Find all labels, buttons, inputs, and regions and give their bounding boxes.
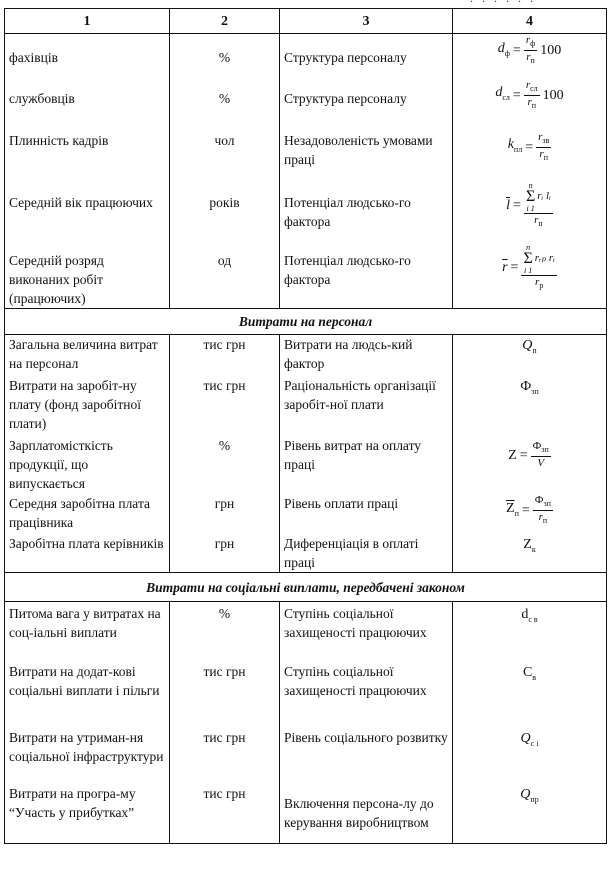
table-row xyxy=(5,79,607,125)
formula: $d_{сл}$ = $\frac{r_{сл}}{r_п}$ 100 xyxy=(495,78,564,110)
characteristic-cell: Потенціал людсько-го фактора xyxy=(280,181,453,243)
characteristic-cell: Рівень оплати праці xyxy=(280,494,453,534)
unit-cell: % xyxy=(170,436,280,494)
indicator-cell: Загальна величина витрат на персонал xyxy=(5,334,170,376)
characteristic-cell: Ступінь соціальної захищеності працюючих xyxy=(280,662,453,724)
table-row xyxy=(5,534,607,573)
section-row-social-payments xyxy=(5,573,607,602)
characteristic-cell: Ступінь соціальної захищеності працюючих xyxy=(280,602,453,662)
unit-cell: од xyxy=(170,243,280,309)
column-header-4: 4 xyxy=(453,9,607,34)
formula-cell xyxy=(453,34,607,79)
page-caption-fragment xyxy=(470,0,536,6)
formula: $Ф_{зп}$ xyxy=(520,379,539,396)
formula-cell xyxy=(453,181,607,243)
section-title: Витрати на персонал xyxy=(5,308,607,334)
section-row-personnel-costs xyxy=(5,308,607,334)
characteristic-cell: Структура персоналу xyxy=(280,79,453,125)
column-header-2: 2 xyxy=(170,9,280,34)
table-row xyxy=(5,376,607,436)
indicator-cell: Заробітна плата керівників xyxy=(5,534,170,573)
unit-cell: чол xyxy=(170,125,280,181)
indicator-cell: службовців xyxy=(5,79,170,125)
characteristic-cell: Незадоволеність умовами праці xyxy=(280,125,453,181)
table-row xyxy=(5,494,607,534)
unit-cell: тис грн xyxy=(170,376,280,436)
indicator-cell: Витрати на програ-му “Участь у прибутках” xyxy=(5,784,170,844)
formula: Z = $\frac{Ф_{зп}}{V}$ xyxy=(508,440,549,470)
formula: $\overline{Z}_п$ = $\frac{Ф_{зп}}{r_п}$ xyxy=(506,494,551,526)
unit-cell: тис грн xyxy=(170,334,280,376)
characteristic-cell: Рівень соціального розвитку xyxy=(280,724,453,784)
unit-cell: грн xyxy=(170,534,280,573)
formula-cell xyxy=(453,534,607,573)
unit-cell: тис грн xyxy=(170,724,280,784)
indicator-cell: Середній розряд виконаних робіт (працюючих) xyxy=(5,243,170,309)
column-header-1: 1 xyxy=(5,9,170,34)
unit-cell: тис грн xyxy=(170,784,280,844)
characteristic-cell: Рівень витрат на оплату праці xyxy=(280,436,453,494)
formula-cell xyxy=(453,436,607,494)
formula: $d_{с в}$ xyxy=(521,607,538,624)
indicator-cell: фахівців xyxy=(5,34,170,79)
section-title: Витрати на соціальні виплати, передбачені законом xyxy=(5,573,607,602)
formula-cell xyxy=(453,784,607,844)
characteristic-cell: Диференціація в оплаті праці xyxy=(280,534,453,573)
unit-cell: років xyxy=(170,181,280,243)
formula: $Z_к$ xyxy=(523,537,536,554)
table-row xyxy=(5,662,607,724)
formula: $\overline{r}$ = n Σ i 1 rᵣₚ rᵢ $r_р$ xyxy=(502,242,555,290)
indicator-cell: Питома вага у витратах на соц-іальні виплати xyxy=(5,602,170,662)
table-row xyxy=(5,243,607,309)
indicator-cell: Витрати на заробіт-ну плату (фонд заробітної плати) xyxy=(5,376,170,436)
formula: $d_ф$ = $\frac{r_ф}{r_п}$ 100 xyxy=(497,34,562,66)
characteristic-cell: Структура персоналу xyxy=(280,34,453,79)
table-row xyxy=(5,181,607,243)
characteristic-cell: Потенціал людсько-го фактора xyxy=(280,243,453,309)
table-row xyxy=(5,784,607,844)
formula: $k_{пл}$ = $\frac{r_{зв}}{r_п}$ xyxy=(507,130,550,162)
formula-cell xyxy=(453,243,607,309)
formula: $С_в$ xyxy=(522,664,537,682)
formula: $Q_{с і}$ xyxy=(520,730,539,748)
table-row xyxy=(5,724,607,784)
column-header-3: 3 xyxy=(280,9,453,34)
indicator-cell: Середня заробітна плата працівника xyxy=(5,494,170,534)
indicators-table xyxy=(4,8,607,844)
formula: $Q_{пр}$ xyxy=(520,786,539,804)
table-row xyxy=(5,436,607,494)
formula-cell xyxy=(453,724,607,784)
formula-cell xyxy=(453,79,607,125)
unit-cell: % xyxy=(170,34,280,79)
table-row xyxy=(5,125,607,181)
formula: $\overline{l}$ = n Σ i 1 rᵢ lᵢ $r_п$ xyxy=(506,180,551,228)
formula-cell xyxy=(453,602,607,662)
unit-cell: % xyxy=(170,79,280,125)
indicator-cell: Витрати на утриман-ня соціальної інфраструктури xyxy=(5,724,170,784)
unit-cell: % xyxy=(170,602,280,662)
characteristic-cell: Раціональність організації заробіт-ної плати xyxy=(280,376,453,436)
characteristic-cell: Включення персона-лу до керування виробництвом xyxy=(280,784,453,844)
unit-cell: тис грн xyxy=(170,662,280,724)
unit-cell: грн xyxy=(170,494,280,534)
formula: $Q_п$ xyxy=(522,337,537,355)
formula-cell xyxy=(453,376,607,436)
formula-cell xyxy=(453,125,607,181)
indicator-cell: Середній вік працюючих xyxy=(5,181,170,243)
indicator-cell: Плинність кадрів xyxy=(5,125,170,181)
formula-cell xyxy=(453,334,607,376)
formula-cell xyxy=(453,662,607,724)
formula-cell xyxy=(453,494,607,534)
indicator-cell: Витрати на додат-кові соціальні виплати і пільги xyxy=(5,662,170,724)
table-row xyxy=(5,602,607,662)
table-row xyxy=(5,334,607,376)
header-row xyxy=(5,9,607,34)
indicator-cell: Зарплатомісткість продукції, що випускається xyxy=(5,436,170,494)
characteristic-cell: Витрати на людсь-кий фактор xyxy=(280,334,453,376)
table-row xyxy=(5,34,607,79)
